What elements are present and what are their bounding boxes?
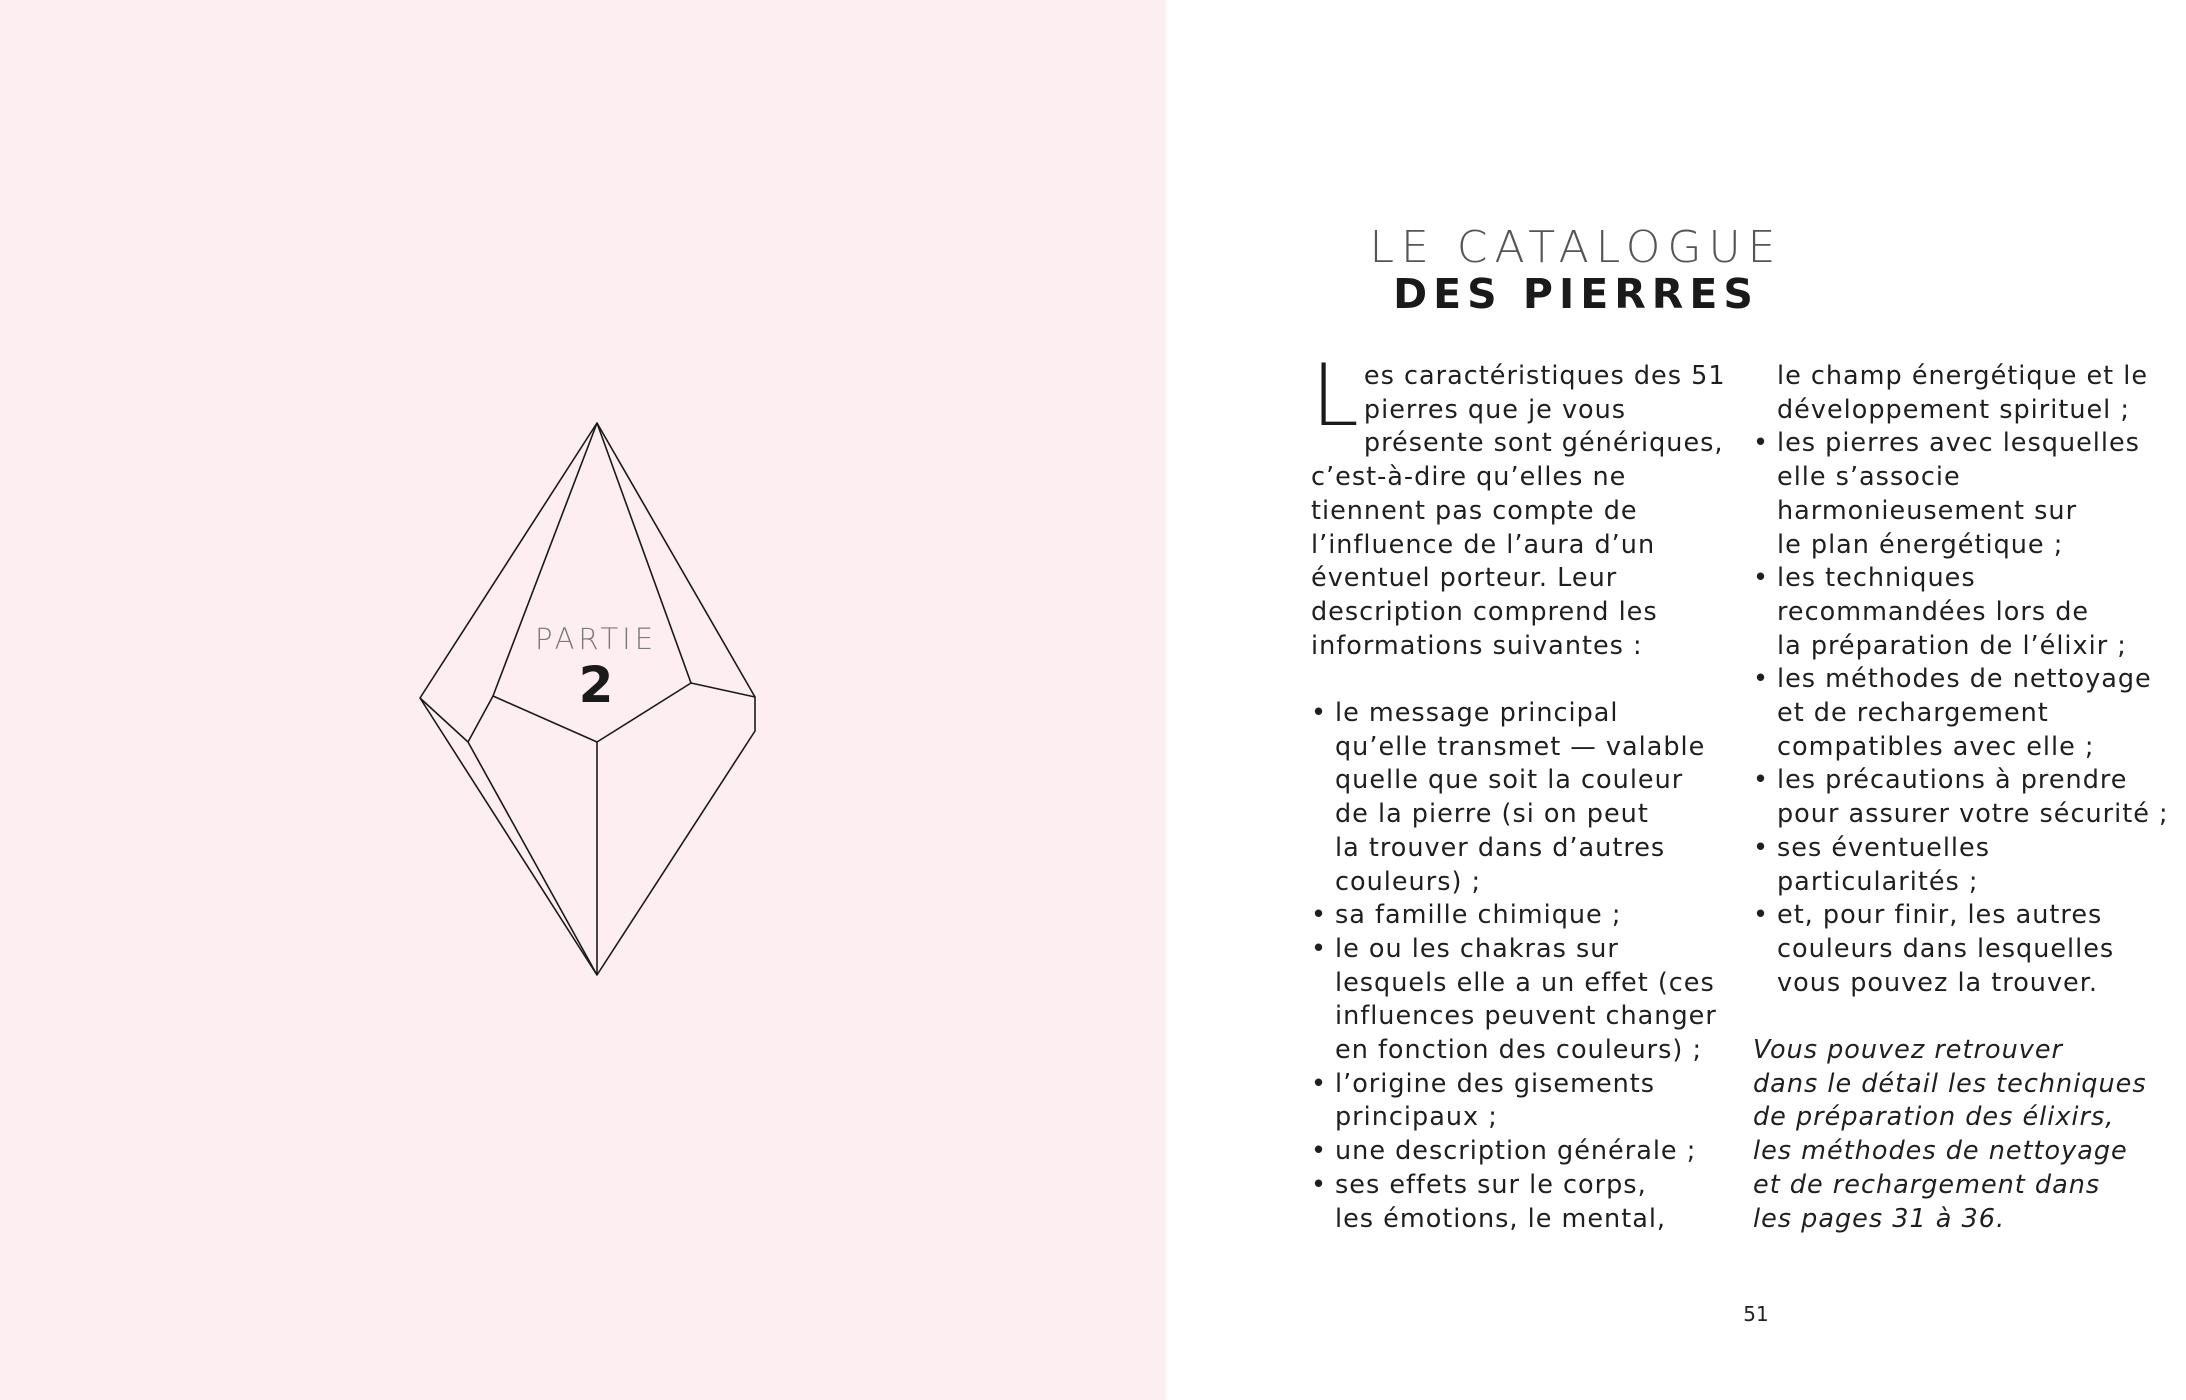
italic-note: Vous pouvez retrouver dans le détail les techniques de préparation des élixirs, les méthodes de nettoyage et de rechargement dans les pages 31 à 36. <box>1753 1035 2147 1234</box>
page-number: 51 <box>1743 1302 1769 1326</box>
list-item: • le message principal qu’elle transmet — valable quelle que soit la couleur de la pierre (si on peut la trouver dans d’autres couleurs) ; <box>1311 697 1731 899</box>
text-column-left <box>1311 346 1731 1236</box>
list-item: • et, pour finir, les autres couleurs dans lesquelles vous pouvez la trouver. <box>1753 899 2173 1000</box>
list-item: • les méthodes de nettoyage et de rechargement compatibles avec elle ; <box>1753 663 2173 764</box>
drop-cap: L <box>1311 346 1360 446</box>
list-item: • les techniques recommandées lors de la préparation de l’élixir ; <box>1753 562 2173 663</box>
list-item: • le ou les chakras sur lesquels elle a un effet (ces influences peuvent changer en fonction des couleurs) ; <box>1311 933 1731 1068</box>
chapter-title-line2: DES PIERRES <box>1393 270 1759 318</box>
list-item: • sa famille chimique ; <box>1311 899 1731 933</box>
right-page <box>1166 0 2186 1400</box>
list-item: • ses éventuelles particularités ; <box>1753 832 2173 899</box>
list-item-continuation: le champ énergétique et le développement spirituel ; <box>1777 361 2149 425</box>
list-item: • les pierres avec lesquelles elle s’associe harmonieusement sur le plan énergétique ; <box>1753 427 2173 562</box>
chapter-title-line1: LE CATALOGUE <box>1369 222 1783 273</box>
intro-text: es caractéristiques des 51 pierres que je vous présente sont génériques, c’est-à-dire qu’elles ne tiennent pas compte de l’influence de l’aura d’un éventuel porteur. Leur description comprend les informations suivantes : <box>1311 361 1726 661</box>
paragraph-gap <box>1311 663 1731 697</box>
part-number: 2 <box>578 656 614 714</box>
list-item: • les précautions à prendre pour assurer votre sécurité ; <box>1753 764 2173 831</box>
info-list-right <box>1753 427 2173 1000</box>
text-column-right <box>1753 360 2173 1236</box>
list-item: • ses effets sur le corps, les émotions, le mental, <box>1311 1169 1731 1236</box>
list-item: • une description générale ; <box>1311 1135 1731 1169</box>
info-list-left <box>1311 697 1731 1236</box>
intro-paragraph <box>1311 346 1731 663</box>
list-item: • l’origine des gisements principaux ; <box>1311 1068 1731 1135</box>
part-label: PARTIE <box>534 622 658 656</box>
